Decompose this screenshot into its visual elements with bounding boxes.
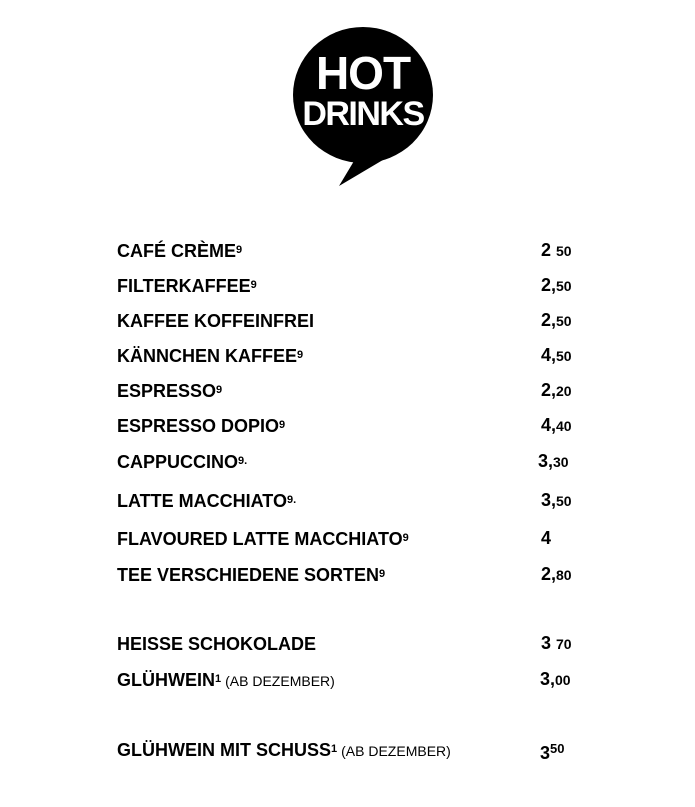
item-name: HEISSE SCHOKOLADE xyxy=(117,634,317,654)
item-price: 3,50 xyxy=(541,490,572,510)
menu-item xyxy=(0,379,695,403)
item-note: (AB DEZEMBER) xyxy=(341,743,451,759)
item-name: TEE VERSCHIEDENE SORTEN$^9$ xyxy=(117,565,386,585)
item-price: 4,50 xyxy=(541,345,572,365)
logo-line-drinks: DRINKS xyxy=(302,95,424,133)
menu-item xyxy=(0,489,695,513)
item-price: 2,50 xyxy=(541,310,572,330)
item-price: $3^{50}$ xyxy=(540,741,565,763)
item-name: GLÜHWEIN MIT SCHUSS$^1$ (AB DEZEMBER) xyxy=(117,740,451,760)
item-price: 2,20 xyxy=(541,380,572,400)
item-price: 2,80 xyxy=(541,564,572,584)
menu-item xyxy=(0,450,695,474)
menu-item xyxy=(0,668,695,692)
menu-item xyxy=(0,527,695,551)
menu-item xyxy=(0,309,695,333)
menu-item xyxy=(0,563,695,587)
menu-item xyxy=(0,274,695,298)
menu-item xyxy=(0,344,695,368)
item-name: ESPRESSO DOPIO$^9$ xyxy=(117,416,286,436)
item-name: KAFFEE KOFFEINFREI xyxy=(117,311,314,331)
item-name: ESPRESSO$^9$ xyxy=(117,381,223,401)
item-price: 2,50 xyxy=(541,275,572,295)
item-name: CAFÉ CRÈME$^9$ xyxy=(117,241,243,261)
menu-item xyxy=(0,414,695,438)
item-price: 2 50 xyxy=(541,240,572,260)
logo-line-hot: HOT xyxy=(315,47,411,99)
menu-item xyxy=(0,632,695,656)
item-name: KÄNNCHEN KAFFEE$^9$ xyxy=(117,346,304,366)
item-name: $CAPPUCCINO^{9.}$ xyxy=(117,452,248,472)
hot-drinks-logo xyxy=(293,26,433,186)
item-note: (AB DEZEMBER) xyxy=(225,673,335,689)
item-price: 3,00 xyxy=(540,669,571,689)
menu-item xyxy=(0,239,695,263)
item-price: 4 xyxy=(541,528,552,548)
item-name: FILTERKAFFEE$^9$ xyxy=(117,276,257,296)
item-name: LATTE $MACCHIATO^{9.}$ xyxy=(117,491,297,511)
item-price: 4,40 xyxy=(541,415,572,435)
menu-item xyxy=(0,738,695,762)
item-name: FLAVOURED LATTE MACCHIATO$^9$ xyxy=(117,529,409,549)
item-name: GLÜHWEIN$^1$ (AB DEZEMBER) xyxy=(117,670,335,690)
item-price: 3 70 xyxy=(541,633,572,653)
item-price: 3,30 xyxy=(538,451,569,471)
